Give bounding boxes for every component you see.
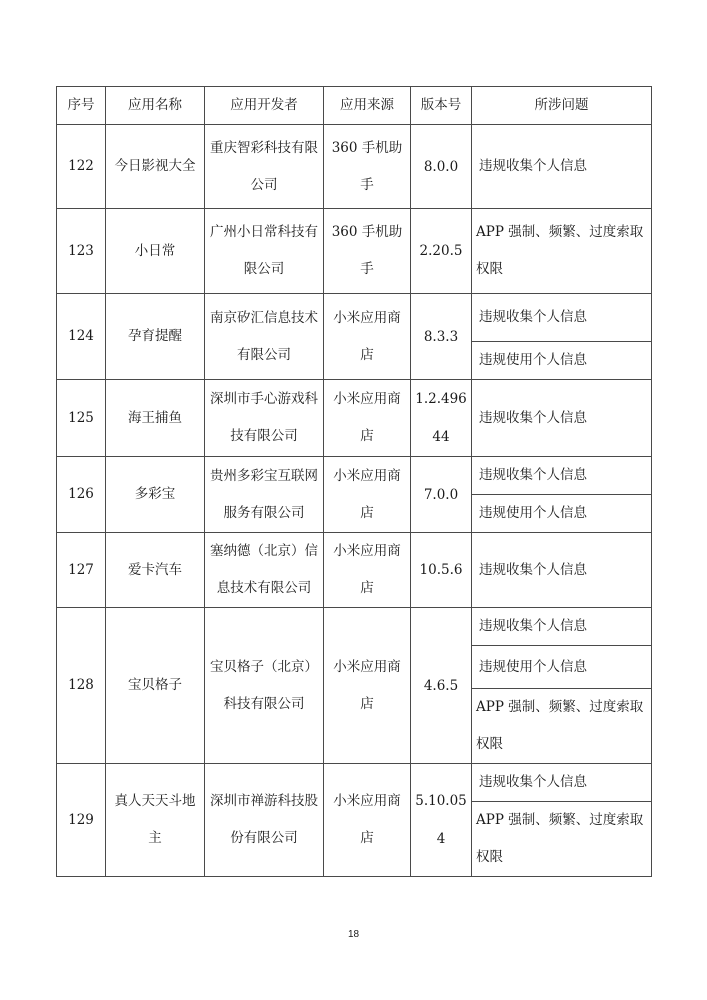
issue: 违规收集个人信息 — [472, 294, 652, 342]
table-row — [57, 209, 652, 294]
issue: APP 强制、频繁、过度索取权限 — [472, 209, 652, 294]
source: 小米应用商店 — [324, 764, 411, 877]
version: 1.2.49644 — [411, 380, 472, 457]
row-index: 122 — [57, 125, 106, 209]
table-header-row — [57, 87, 652, 125]
source: 小米应用商店 — [324, 294, 411, 380]
table-row — [57, 380, 652, 457]
table-row — [57, 457, 652, 495]
issue: 违规收集个人信息 — [472, 380, 652, 457]
app-issue-table — [56, 86, 652, 877]
app-name: 爱卡汽车 — [106, 533, 205, 608]
source: 360 手机助手 — [324, 125, 411, 209]
app-name: 今日影视大全 — [106, 125, 205, 209]
version: 7.0.0 — [411, 457, 472, 533]
source: 小米应用商店 — [324, 457, 411, 533]
row-index: 129 — [57, 764, 106, 877]
version: 2.20.5 — [411, 209, 472, 294]
developer: 重庆智彩科技有限公司 — [205, 125, 324, 209]
developer: 南京矽汇信息技术有限公司 — [205, 294, 324, 380]
version: 4.6.5 — [411, 608, 472, 764]
version: 5.10.054 — [411, 764, 472, 877]
row-index: 128 — [57, 608, 106, 764]
table-row — [57, 608, 652, 646]
row-index: 124 — [57, 294, 106, 380]
table-row — [57, 294, 652, 342]
table-row — [57, 533, 652, 608]
header-issues: 所涉问题 — [472, 87, 652, 125]
version: 10.5.6 — [411, 533, 472, 608]
developer: 广州小日常科技有限公司 — [205, 209, 324, 294]
app-name: 多彩宝 — [106, 457, 205, 533]
row-index: 125 — [57, 380, 106, 457]
issue: 违规收集个人信息 — [472, 764, 652, 802]
source: 小米应用商店 — [324, 608, 411, 764]
issue: 违规使用个人信息 — [472, 646, 652, 689]
version: 8.3.3 — [411, 294, 472, 380]
app-name: 海王捕鱼 — [106, 380, 205, 457]
app-name: 孕育提醒 — [106, 294, 205, 380]
developer: 深圳市手心游戏科技有限公司 — [205, 380, 324, 457]
issue: 违规收集个人信息 — [472, 125, 652, 209]
header-source: 应用来源 — [324, 87, 411, 125]
issue: 违规使用个人信息 — [472, 495, 652, 533]
issue: APP 强制、频繁、过度索取权限 — [472, 689, 652, 764]
developer: 宝贝格子（北京）科技有限公司 — [205, 608, 324, 764]
app-name: 宝贝格子 — [106, 608, 205, 764]
app-name: 小日常 — [106, 209, 205, 294]
row-index: 127 — [57, 533, 106, 608]
source: 小米应用商店 — [324, 380, 411, 457]
developer: 贵州多彩宝互联网服务有限公司 — [205, 457, 324, 533]
source: 360 手机助手 — [324, 209, 411, 294]
developer: 塞纳德（北京）信息技术有限公司 — [205, 533, 324, 608]
developer: 深圳市禅游科技股份有限公司 — [205, 764, 324, 877]
source: 小米应用商店 — [324, 533, 411, 608]
issue: 违规收集个人信息 — [472, 457, 652, 495]
header-app-name: 应用名称 — [106, 87, 205, 125]
version: 8.0.0 — [411, 125, 472, 209]
issue: 违规使用个人信息 — [472, 342, 652, 380]
header-index: 序号 — [57, 87, 106, 125]
issue: 违规收集个人信息 — [472, 533, 652, 608]
header-version: 版本号 — [411, 87, 472, 125]
row-index: 123 — [57, 209, 106, 294]
table-row — [57, 125, 652, 209]
issue: 违规收集个人信息 — [472, 608, 652, 646]
table-row — [57, 764, 652, 802]
header-developer: 应用开发者 — [205, 87, 324, 125]
app-name: 真人天天斗地主 — [106, 764, 205, 877]
issue: APP 强制、频繁、过度索取权限 — [472, 802, 652, 877]
row-index: 126 — [57, 457, 106, 533]
page-number: 18 — [347, 929, 360, 940]
